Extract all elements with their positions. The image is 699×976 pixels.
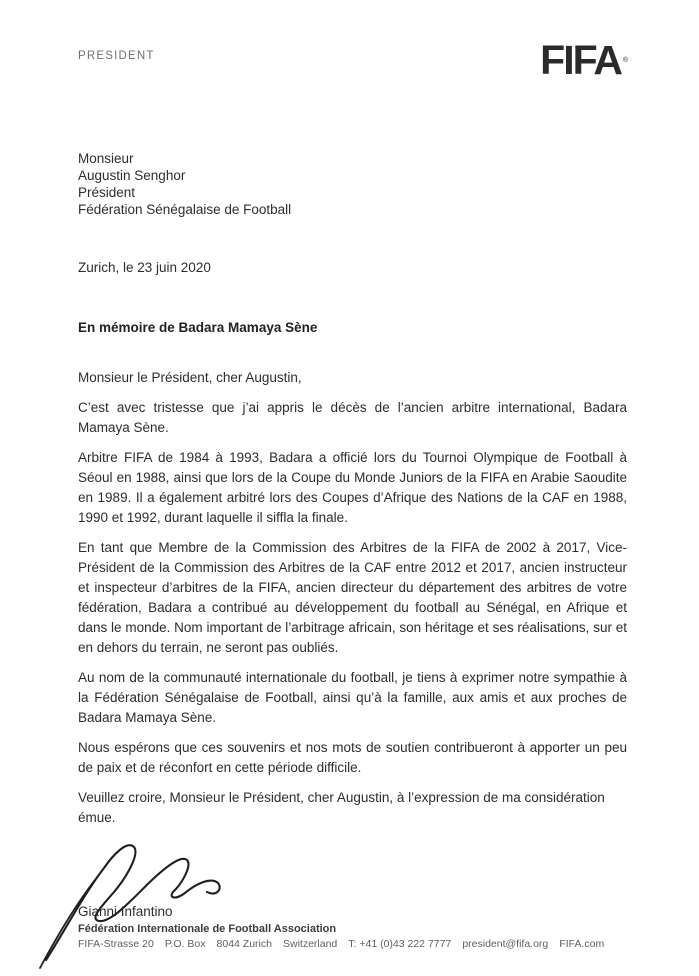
body-paragraph: Nous espérons que ces souvenirs et nos mots de soutien contribueront à apporter un peu de paix et de réconfort en cette période difficile.: [78, 740, 627, 775]
subject-line: En mémoire de Badara Mamaya Sène: [78, 320, 318, 335]
letterhead: [78, 37, 628, 83]
footer-email: president@fifa.org: [462, 938, 549, 950]
trademark-symbol: ®: [622, 57, 628, 64]
recipient-block: [78, 150, 627, 218]
body-paragraph: En tant que Membre de la Commission des Arbitres de la FIFA de 2002 à 2017, Vice-Président de la Commission des Arbitres de la CAF entre 2012 et 2017, ancien instructeur et inspecteur d’arbitres de la FIFA, ancien directeur du département des arbitres de votre fédération, Badara a contribué au développement du football au Sénégal, en Afrique et dans le monde. Nom important de l’arbitrage africain, son héritage et ses réalisations, sur et en dehors du terrain, ne seront pas oubliés.: [78, 540, 627, 655]
footer-country: Switzerland: [282, 938, 338, 950]
footer-organization: Fédération Internationale de Football Association: [78, 923, 337, 935]
dateline: Zurich, le 23 juin 2020: [78, 260, 211, 275]
footer-pobox: P.O. Box: [164, 938, 206, 950]
recipient-line: Augustin Senghor: [78, 168, 186, 183]
department-label: PRESIDENT: [78, 50, 155, 62]
recipient-line: Président: [78, 185, 136, 200]
recipient-line: Fédération Sénégalaise de Football: [78, 202, 292, 217]
body-paragraph: Arbitre FIFA de 1984 à 1993, Badara a officié lors du Tournoi Olympique de Football à Séoul en 1988, ainsi que lors de la Coupe du Monde Juniors de la FIFA en Arabie Saoudite en 1989. Il a également arbitré lors des Coupes d’Afrique des Nations de la CAF en 1988, 1990 et 1992, durant laquelle il siffla la finale.: [78, 450, 627, 525]
footer-website: FIFA.com: [559, 938, 605, 950]
footer-address-row: [78, 938, 649, 950]
salutation: Monsieur le Président, cher Augustin,: [78, 370, 302, 385]
footer-phone: T: +41 (0)43 222 7777: [348, 938, 452, 950]
fifa-logo-text: FIFA: [540, 37, 621, 83]
body-paragraph: C’est avec tristesse que j’ai appris le décès de l’ancien arbitre international, Badara Mamaya Sène.: [78, 400, 627, 435]
letter-footer: [78, 922, 649, 950]
recipient-line: Monsieur: [78, 151, 134, 166]
signer-name: Gianni Infantino: [78, 904, 173, 919]
fifa-logo: [540, 37, 628, 83]
closing-line: Veuillez croire, Monsieur le Président, cher Augustin, à l’expression de ma considération émue.: [78, 790, 605, 825]
footer-street: FIFA-Strasse 20: [78, 938, 154, 950]
body-paragraph: Au nom de la communauté internationale du football, je tiens à exprimer notre sympathie à la Fédération Sénégalaise de Football, ainsi qu’à la famille, aux amis et aux proches de Badara Mamaya Sène.: [78, 670, 627, 725]
footer-city: 8044 Zurich: [216, 938, 272, 950]
